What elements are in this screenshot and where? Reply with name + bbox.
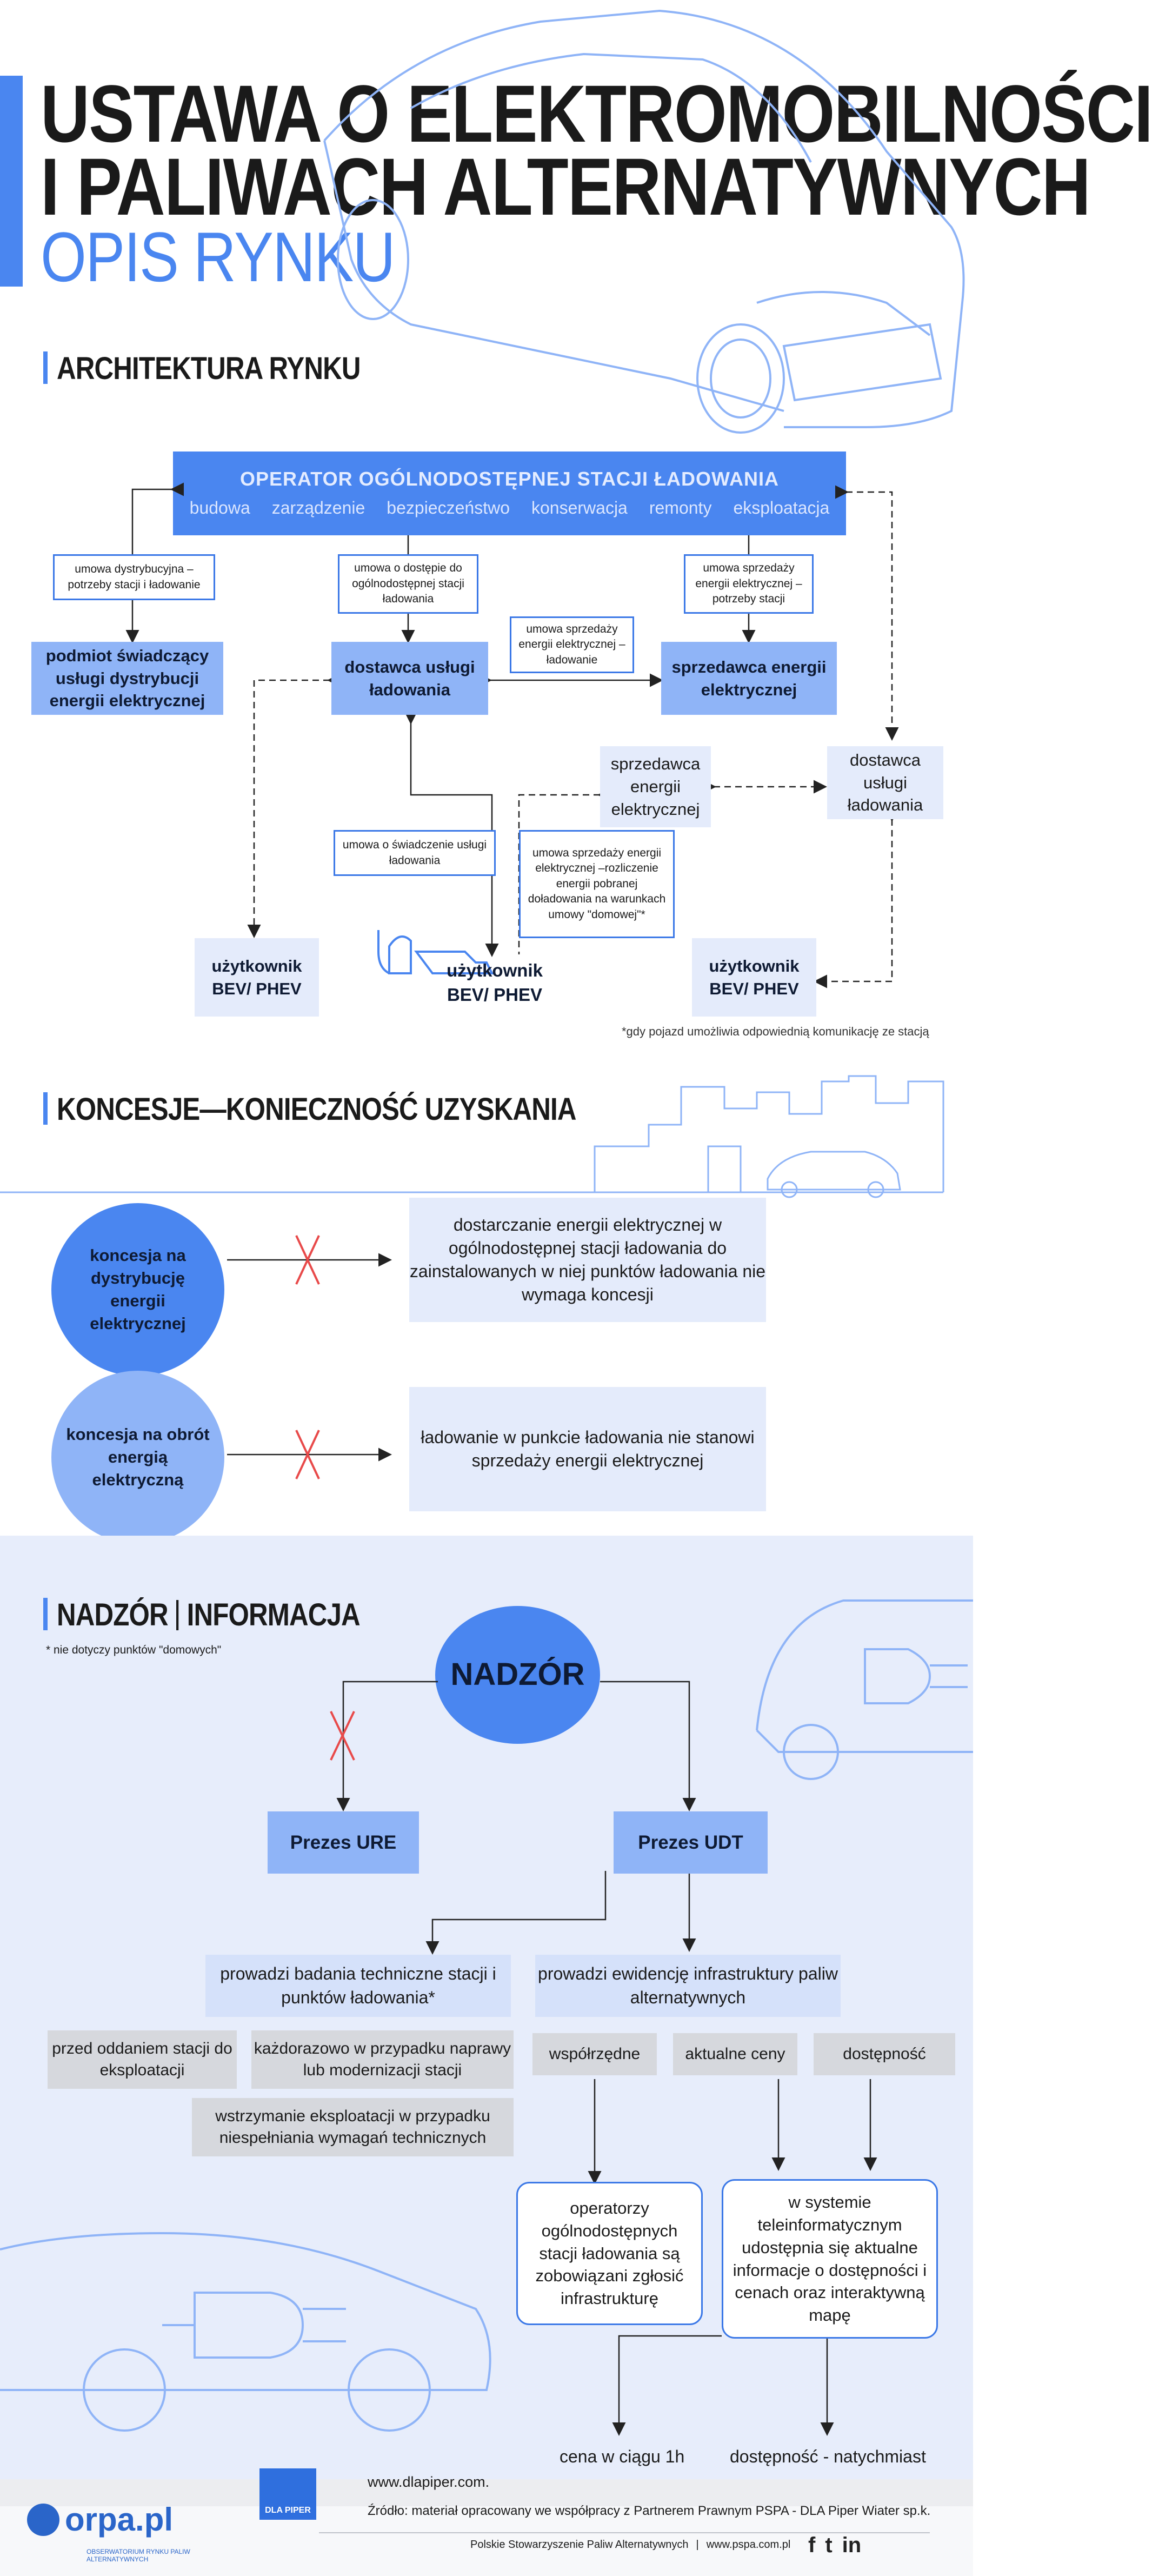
entity-provider: dostawca usługi ładowania <box>331 642 488 715</box>
concession-text-trade: ładowanie w punkcie ładowania nie stanowi sprzedaży energii elektrycznej <box>409 1387 766 1511</box>
facebook-icon[interactable]: f <box>808 2533 816 2557</box>
contract-sale-station: umowa sprzedaży energii elektrycznej – potrzeby stacji <box>684 554 814 614</box>
registry-item-availability: dostępność <box>814 2033 955 2075</box>
page-subtitle: OPIS RYNKU <box>41 217 395 296</box>
entity-provider-secondary: dostawca usługi ładowania <box>827 746 943 819</box>
partner-site-link[interactable]: www.dlapiper.com. <box>368 2474 490 2490</box>
research-item-before: przed oddaniem stacji do eksploatacji <box>48 2030 237 2089</box>
udt-research-task: prowadzi badania techniczne stacji i punktów ładowania* <box>205 1955 511 2017</box>
contract-sale-charging: umowa sprzedaży energii elektrycznej – ładowanie <box>510 616 634 673</box>
authority-ure: Prezes URE <box>268 1811 419 1874</box>
entity-user-mid: użytkownik BEV/ PHEV <box>447 960 543 1005</box>
contract-access: umowa o dostępie do ogólnodostępnej stacji ładowania <box>338 554 478 614</box>
entity-seller: sprzedawca energii elektrycznej <box>661 642 837 715</box>
section-title-concessions: KONCESJE—KONIECZNOŚĆ UZYSKANIA <box>57 1092 576 1127</box>
architecture-footnote: *gdy pojazd umożliwia odpowiednią komunikację ze stacją <box>622 1025 929 1038</box>
entity-distributor: podmiot świadczący usługi dystrybucji energii elektrycznej <box>31 642 223 715</box>
operator-task: konserwacja <box>531 498 628 517</box>
page-title-line1: USTAWA O ELEKTROMOBILNOŚCI <box>41 68 1152 159</box>
concession-label-trade: koncesja na obrót energią elektryczną <box>66 1425 210 1489</box>
twitter-icon[interactable]: t <box>825 2533 833 2557</box>
concession-text-distribution: dostarczanie energii elektrycznej w ogólnodostępnej stacji ładowania do zainstalowanych w niej punktów ładowania nie wymaga koncesji <box>409 1198 766 1322</box>
availability-timing: dostępność - natychmiast <box>730 2447 926 2466</box>
cross-icon <box>331 1711 354 1760</box>
orpa-logo-icon <box>27 2504 59 2536</box>
registry-item-prices: aktualne ceny <box>673 2033 797 2075</box>
registry-item-coordinates: współrzędne <box>532 2033 657 2075</box>
operator-task: bezpieczeństwo <box>387 498 510 517</box>
operator-task: remonty <box>649 498 712 517</box>
concession-label-distribution: koncesja na dystrybucję energii elektrycznej <box>90 1246 186 1333</box>
org-name: Polskie Stowarzyszenie Paliw Alternatywnych <box>470 2539 689 2551</box>
contract-charging-service: umowa o świadczenie usługi ładowania <box>334 830 496 876</box>
org-separator: | <box>696 2539 699 2551</box>
supervision-note: * nie dotyczy punktów "domowych" <box>46 1644 222 1656</box>
research-item-suspend: wstrzymanie eksploatacji w przypadku niespełniania wymagań technicznych <box>192 2098 514 2156</box>
entity-user-left: użytkownik BEV/ PHEV <box>195 938 319 1017</box>
entity-seller-secondary: sprzedawca energii elektrycznej <box>600 746 711 827</box>
section-title-supervision: NADZÓR <box>57 1597 168 1632</box>
operator-title: OPERATOR OGÓLNODOSTĘPNEJ STACJI ŁADOWANIA <box>239 468 780 490</box>
page-title-line2: I PALIWACH ALTERNATYWNYCH <box>41 141 1090 232</box>
dla-piper-logo[interactable]: DLA PIPER <box>259 2468 316 2520</box>
research-item-repair: każdorazowo w przypadku naprawy lub modernizacji stacji <box>251 2030 514 2089</box>
authority-udt: Prezes UDT <box>614 1811 768 1874</box>
entity-user-right: użytkownik BEV/ PHEV <box>692 938 816 1017</box>
operators-obligation: operatorzy ogólnodostępnych stacji ładowania są zobowiązani zgłosić infrastrukturę <box>516 2182 703 2325</box>
orpa-logo-subtitle: OBSERWATORIUM RYNKU PALIW ALTERNATYWNYCH <box>86 2548 190 2564</box>
source-note: Źródło: materiał opracowany we współpracy z Partnerem Prawnym PSPA - DLA Piper Wiater sp.k. <box>368 2504 931 2518</box>
operator-task: zarządzenie <box>271 498 365 517</box>
operator-task: eksploatacja <box>733 498 830 517</box>
supervision-center: NADZÓR <box>435 1606 600 1744</box>
orpa-logo[interactable]: orpa.pl <box>65 2501 174 2538</box>
linkedin-icon[interactable]: in <box>842 2533 862 2557</box>
contract-distribution: umowa dystrybucyjna – potrzeby stacji i ładowanie <box>53 554 215 600</box>
org-url-link[interactable]: www.pspa.com.pl <box>706 2539 791 2551</box>
teleinformatic-system: w systemie teleinformatycznym udostępnia się aktualne informacje o dostępności i cenach oraz interaktywną mapę <box>722 2179 938 2339</box>
section-title-information: INFORMACJA <box>187 1597 360 1632</box>
section-title-architecture: ARCHITEKTURA RYNKU <box>57 351 361 386</box>
udt-registry-task: prowadzi ewidencję infrastruktury paliw alternatywnych <box>535 1955 841 2017</box>
contract-sale-home: umowa sprzedaży energii elektrycznej –rozliczenie energii pobranej doładowania na warunkach umowy "domowej"* <box>519 830 675 938</box>
operator-task: budowa <box>189 498 250 517</box>
price-timing: cena w ciągu 1h <box>560 2447 685 2466</box>
